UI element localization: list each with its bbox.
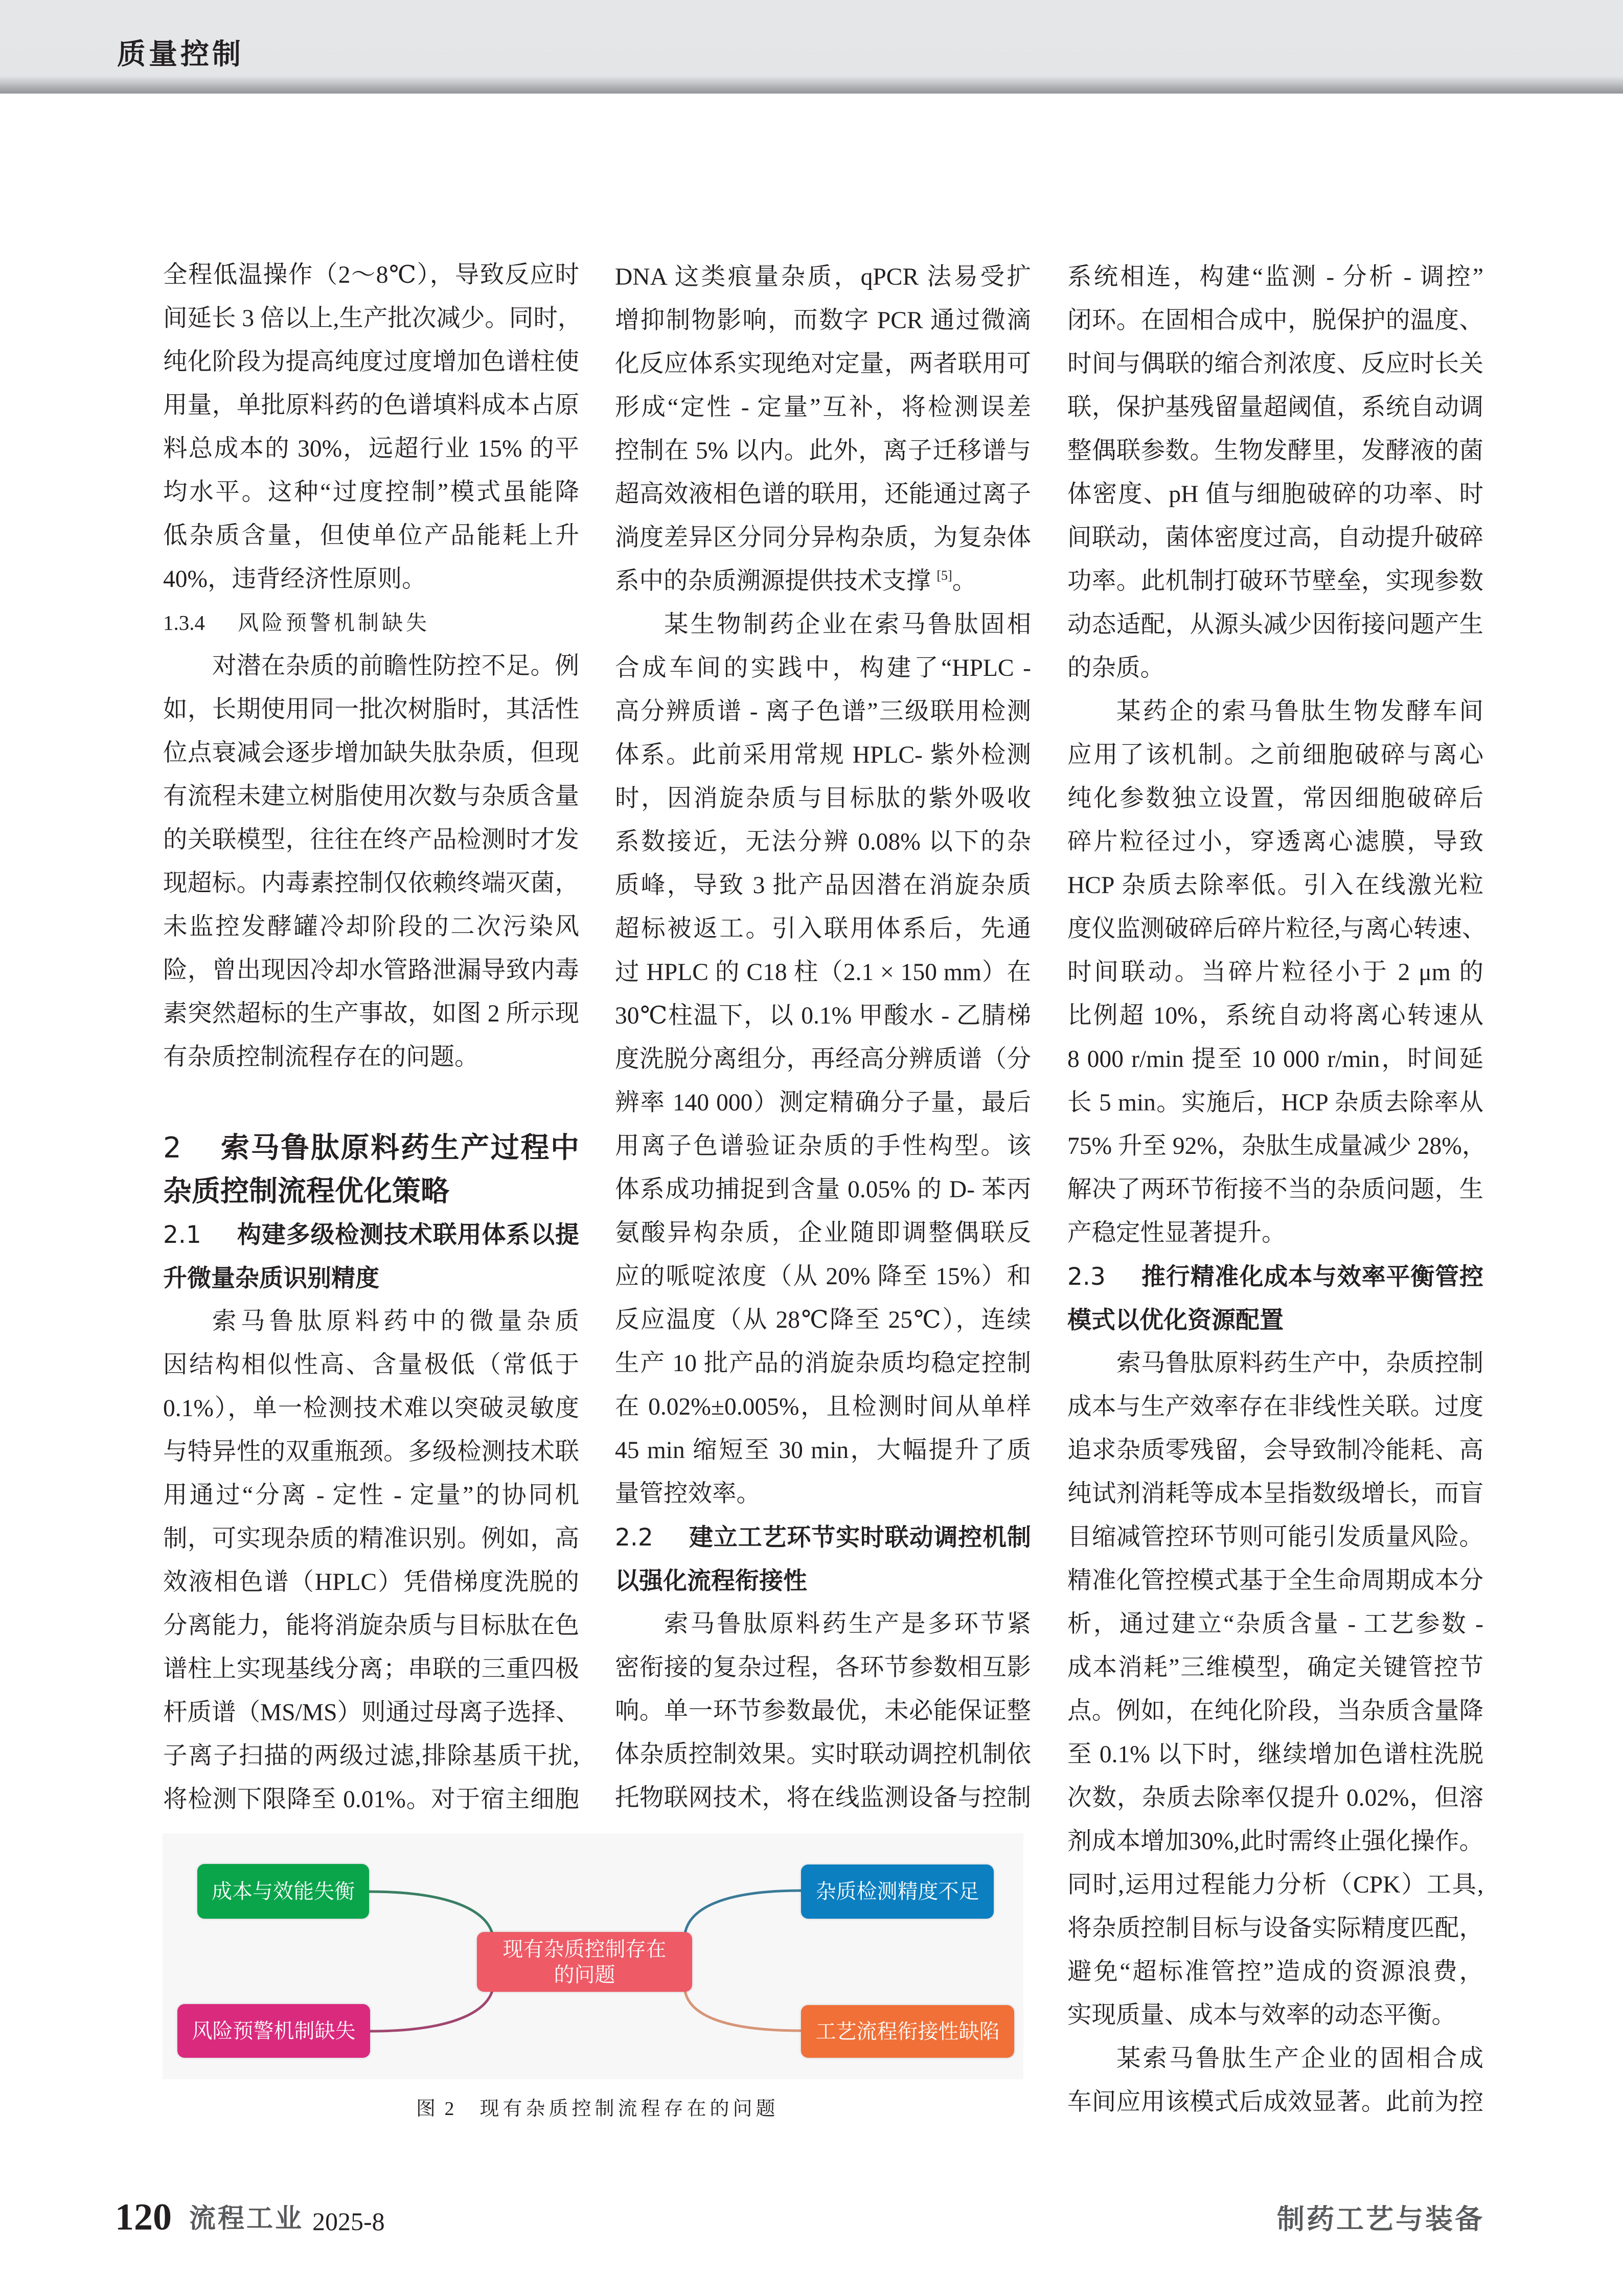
text-line: 超标被返工。引入联用体系后，先通 xyxy=(615,916,1031,942)
text-line: 纯化阶段为提高纯度过度增加色谱柱使 xyxy=(163,349,579,375)
text-line: 索马鲁肽原料药生产是多环节紧 xyxy=(664,1611,1031,1638)
text-line: 某索马鲁肽生产企业的固相合成 xyxy=(1116,2045,1483,2072)
figure-2-mindmap xyxy=(163,1833,1023,2079)
text-line: 同时,运用过程能力分析（CPK）工具, xyxy=(1067,1872,1483,1898)
text-line: 时，因消旋杂质与目标肽的紫外吸收 xyxy=(615,785,1031,812)
text-line: 系统相连，构建“监测 - 分析 - 调控” xyxy=(1067,264,1483,290)
section-title: 质量控制 xyxy=(117,38,244,71)
text-line: 合成车间的实践中，构建了“HPLC - xyxy=(615,655,1031,681)
text-line: 剂成本增加30%,此时需终止强化操作。 xyxy=(1067,1828,1483,1855)
figure-caption-number: 图 2 xyxy=(416,2098,456,2120)
text-line: 的杂质。 xyxy=(1067,655,1164,681)
heading-line xyxy=(615,1559,1031,1603)
text-line: 30℃柱温下，以 0.1% 甲酸水 - 乙腈梯 xyxy=(615,1003,1031,1029)
text-line: 避免“超标准管控”造成的资源浪费， xyxy=(1067,1959,1483,1985)
text-line: 质峰，导致 3 批产品因潜在消旋杂质 xyxy=(615,872,1031,899)
text-line: 低杂质含量，但使单位产品能耗上升 xyxy=(163,522,579,549)
text-line: 体杂质控制效果。实时联动调控机制依 xyxy=(615,1741,1031,1768)
connector-cost-efficiency xyxy=(369,1892,492,1934)
central-node xyxy=(477,1932,692,1992)
paragraph xyxy=(1067,1342,1483,2037)
text-line: 车间应用该模式后成效显著。此前为控 xyxy=(1067,2089,1483,2116)
text-line: 险，曾出现因冷却水管路泄漏导致内毒 xyxy=(163,957,579,984)
central-node-label-line: 现有杂质控制存在 xyxy=(502,1937,667,1961)
text-line: 将检测下限降至 0.01%。对于宿主细胞 xyxy=(163,1786,579,1813)
text-segment: 。 xyxy=(952,568,977,595)
heading-title: 推行精准化成本与效率平衡管控 xyxy=(1141,1263,1483,1291)
journal-issue: 2025-8 xyxy=(312,2207,385,2236)
text-line: 功率。此机制打破环节壁垒，实现参数 xyxy=(1067,568,1483,595)
text-line: 产稳定性显著提升。 xyxy=(1067,1220,1286,1246)
paragraph xyxy=(1067,256,1483,690)
text-line: 系数接近，无法分辨 0.08% 以下的杂 xyxy=(615,829,1031,855)
text-line: 谱柱上实现基线分离；串联的三重四极 xyxy=(163,1656,579,1683)
text-line: 闭环。在固相合成中，脱保护的温度、 xyxy=(1067,307,1483,334)
text-line: 动态适配，从源头减少因衔接问题产生 xyxy=(1067,611,1483,638)
text-line: 0.1%），单一检测技术难以突破灵敏度 xyxy=(163,1395,579,1422)
node-label: 工艺流程衔接性缺陷 xyxy=(815,2019,1000,2043)
figure-caption xyxy=(416,2096,779,2122)
paragraph xyxy=(615,256,1031,603)
connector-detection-precision xyxy=(685,1891,801,1934)
text-line: 时间与偶联的缩合剂浓度、反应时长关 xyxy=(1067,351,1483,377)
text-line: 反应温度（从 28℃降至 25℃），连续 xyxy=(615,1307,1031,1333)
text-line: 实现质量、成本与效率的动态平衡。 xyxy=(1067,2002,1456,2029)
text-line: 析，通过建立“杂质含量 - 工艺参数 - xyxy=(1067,1611,1483,1638)
heading-line xyxy=(615,1516,1031,1559)
section-heading-4 xyxy=(163,601,579,645)
heading-number: 2.3 xyxy=(1067,1263,1106,1291)
text-line: 追求杂质零残留，会导致制冷能耗、高 xyxy=(1067,1437,1483,1464)
heading-title: 风险预警机制缺失 xyxy=(238,611,430,634)
text-line: 高分辨质谱 - 离子色谱”三级联用检测 xyxy=(615,698,1031,725)
text-line: 与特异性的双重瓶颈。多级检测技术联 xyxy=(163,1439,579,1465)
node-detection-precision-insufficient xyxy=(801,1865,994,1919)
text-line: 将杂质控制目标与设备实际精度匹配， xyxy=(1067,1915,1483,1942)
text-line: 托物联网技术，将在线监测设备与控制 xyxy=(615,1785,1031,1811)
text-line: 精准化管控模式基于全生命周期成本分 xyxy=(1067,1567,1483,1594)
text-line: 超高效液相色谱的联用，还能通过离子 xyxy=(615,481,1031,508)
text-line: 用量，单批原料药的色谱填料成本占原 xyxy=(163,392,579,419)
paragraph xyxy=(1067,2037,1483,2124)
text-line: 体系。此前采用常规 HPLC- 紫外检测 xyxy=(615,742,1031,768)
connector-process-linkage xyxy=(685,1991,801,2031)
text-line: 时间联动。当碎片粒径小于 2 μm 的 xyxy=(1067,959,1483,986)
text-segment: 系中的杂质溯源提供技术支撑 xyxy=(615,568,937,595)
text-line: 体密度、pH 值与细胞破碎的功率、时 xyxy=(1067,481,1483,508)
text-line xyxy=(615,560,1031,603)
text-line: 如，长期使用同一批次树脂时，其活性 xyxy=(163,696,579,723)
text-line: 至 0.1% 以下时，继续增加色谱柱洗脱 xyxy=(1067,1741,1483,1768)
text-line: 度仪监测破碎后碎片粒径,与离心转速、 xyxy=(1067,916,1487,942)
heading-number: 2.1 xyxy=(163,1221,201,1249)
text-line: 应用了该机制。之前细胞破碎与离心 xyxy=(1067,742,1483,768)
text-line: 次数，杂质去除率仅提升 0.02%，但溶 xyxy=(1067,1785,1483,1811)
text-line: 成本消耗”三维模型，确定关键管控节 xyxy=(1067,1654,1483,1681)
text-line: 应的哌啶浓度（从 20% 降至 15%）和 xyxy=(615,1263,1031,1290)
text-line: 效液相色谱（HPLC）凭借梯度洗脱的 xyxy=(163,1569,579,1596)
heading-line xyxy=(163,1213,579,1257)
text-line: 整偶联参数。生物发酵里，发酵液的菌 xyxy=(1067,438,1483,464)
text-line: 现超标。内毒素控制仅依赖终端灭菌， xyxy=(163,870,579,897)
heading-title: 构建多级检测技术联用体系以提 xyxy=(237,1221,579,1249)
text-line: 纯试剂消耗等成本呈指数级增长，而盲 xyxy=(1067,1481,1483,1507)
text-line: 长 5 min。实施后，HCP 杂质去除率从 xyxy=(1067,1089,1483,1116)
node-cost-efficiency-imbalance xyxy=(197,1864,369,1919)
figure-caption-title: 现有杂质控制流程存在的问题 xyxy=(479,2098,779,2120)
text-line: 联，保护基残留量超阈值，系统自动调 xyxy=(1067,394,1483,421)
text-line: 碎片粒径过小，穿透离心滤膜，导致 xyxy=(1067,829,1483,855)
text-line: 生产 10 批产品的消旋杂质均稳定控制 xyxy=(615,1350,1031,1377)
heading-line xyxy=(163,1170,579,1213)
text-line: 化反应体系实现绝对定量，两者联用可 xyxy=(615,351,1031,377)
heading-line xyxy=(1067,1299,1483,1342)
paragraph xyxy=(615,603,1031,1516)
paragraph xyxy=(163,1300,579,1822)
text-line: 未监控发酵罐冷却阶段的二次污染风 xyxy=(163,914,579,940)
text-line: 索马鲁肽原料药生产中，杂质控制 xyxy=(1116,1350,1483,1377)
heading-title: 建立工艺环节实时联动调控机制 xyxy=(689,1524,1031,1552)
text-line: 度洗脱分离组分，再经高分辨质谱（分 xyxy=(615,1046,1031,1073)
citation-reference: [5] xyxy=(936,568,952,583)
text-line: 有流程未建立树脂使用次数与杂质含量 xyxy=(163,783,579,810)
paragraph xyxy=(615,1603,1031,1820)
heading-title: 索马鲁肽原料药生产过程中 xyxy=(221,1131,579,1165)
heading-line xyxy=(163,601,579,645)
node-label: 成本与效能失衡 xyxy=(212,1879,355,1903)
text-line: 过 HPLC 的 C18 柱（2.1 × 150 mm）在 xyxy=(615,959,1031,986)
node-label: 杂质检测精度不足 xyxy=(815,1880,979,1903)
page-number: 120 xyxy=(115,2196,172,2238)
text-line: 辨率 140 000）测定精确分子量，最后 xyxy=(615,1089,1031,1116)
text-line: 某生物制药企业在索马鲁肽固相 xyxy=(664,611,1031,638)
heading-title: 升微量杂质识别精度 xyxy=(163,1264,379,1292)
paragraph xyxy=(1067,690,1487,1255)
text-line: 均水平。这种“过度控制”模式虽能降 xyxy=(163,479,579,506)
text-line: 45 min 缩短至 30 min，大幅提升了质 xyxy=(615,1437,1031,1464)
text-line: 全程低温操作（2～8℃），导致反应时 xyxy=(163,262,579,288)
text-line: 间联动，菌体密度过高，自动提升破碎 xyxy=(1067,525,1483,551)
text-line: 对潜在杂质的前瞻性防控不足。例 xyxy=(212,653,579,679)
text-line: 某药企的索马鲁肽生物发酵车间 xyxy=(1116,698,1483,725)
text-line: 密衔接的复杂过程，各环节参数相互影 xyxy=(615,1654,1031,1681)
text-line: DNA 这类痕量杂质，qPCR 法易受扩 xyxy=(615,264,1031,290)
heading-title: 杂质控制流程优化策略 xyxy=(163,1175,449,1208)
section-heading-3 xyxy=(615,1516,1031,1603)
text-line: 40%，违背经济性原则。 xyxy=(163,566,426,593)
node-risk-warning-missing xyxy=(177,2004,370,2058)
text-column-2 xyxy=(615,256,1031,1820)
heading-title: 以强化流程衔接性 xyxy=(615,1567,807,1595)
text-line: 氨酸异构杂质，企业随即调整偶联反 xyxy=(615,1220,1031,1246)
text-line: 成本与生产效率存在非线性关联。过度 xyxy=(1067,1394,1483,1420)
text-line: 体系成功捕捉到含量 0.05% 的 D- 苯丙 xyxy=(615,1176,1031,1203)
text-line: 用通过“分离 - 定性 - 定量”的协同机 xyxy=(163,1482,579,1509)
text-line: 控制在 5% 以内。此外，离子迁移谱与 xyxy=(615,438,1031,464)
node-label: 风险预警机制缺失 xyxy=(192,2019,356,2042)
text-line: 解决了两环节衔接不当的杂质问题，生 xyxy=(1067,1176,1483,1203)
text-line: 的关联模型，往往在终产品检测时才发 xyxy=(163,827,579,853)
heading-line xyxy=(163,1126,579,1170)
text-line: 素突然超标的生产事故，如图 2 所示现 xyxy=(163,1001,579,1027)
text-line: 目缩减管控环节则可能引发质量风险。 xyxy=(1067,1524,1483,1551)
heading-number: 2 xyxy=(163,1131,181,1165)
text-line: 制，可实现杂质的精准识别。例如，高 xyxy=(163,1526,579,1552)
text-line: 子离子扫描的两级过滤,排除基质干扰, xyxy=(163,1743,579,1769)
text-line: 点。例如，在纯化阶段，当杂质含量降 xyxy=(1067,1698,1483,1724)
central-node-label-line: 的问题 xyxy=(554,1963,615,1986)
text-line: 量管控效率。 xyxy=(615,1481,761,1507)
text-line: 因结构相似性高、含量极低（常低于 xyxy=(163,1352,579,1378)
section-heading-2 xyxy=(163,1126,579,1213)
heading-title: 模式以优化资源配置 xyxy=(1067,1306,1284,1334)
text-line: 间延长 3 倍以上,生产批次减少。同时， xyxy=(163,305,582,332)
paragraph xyxy=(163,645,579,1079)
text-line: 位点衰减会逐步增加缺失肽杂质，但现 xyxy=(163,740,579,766)
text-line: 75% 升至 92%，杂肽生成量减少 28%， xyxy=(1067,1133,1487,1160)
text-line: 形成“定性 - 定量”互补，将检测误差 xyxy=(615,394,1031,421)
text-line: 分离能力，能将消旋杂质与目标肽在色 xyxy=(163,1612,579,1639)
text-line: 增抑制物影响，而数字 PCR 通过微滴 xyxy=(615,307,1031,334)
text-column-1 xyxy=(163,254,582,1822)
text-line: 索马鲁肽原料药中的微量杂质 xyxy=(212,1308,579,1335)
text-line: 用离子色谱验证杂质的手性构型。该 xyxy=(615,1133,1031,1160)
section-heading-3 xyxy=(163,1213,579,1300)
heading-line xyxy=(1067,1255,1483,1299)
connector-risk-warning xyxy=(370,1991,492,2031)
footer-section-name: 制药工艺与装备 xyxy=(1277,2203,1484,2235)
text-line: 比例超 10%，系统自动将离心转速从 xyxy=(1067,1003,1483,1029)
text-line: HCP 杂质去除率低。引入在线激光粒 xyxy=(1067,872,1483,899)
text-line: 料总成本的 30%，远超行业 15% 的平 xyxy=(163,436,579,462)
heading-number: 2.2 xyxy=(615,1524,653,1552)
section-heading-3 xyxy=(1067,1255,1483,1342)
text-line: 纯化参数独立设置，常因细胞破碎后 xyxy=(1067,785,1483,812)
text-column-3 xyxy=(1067,256,1487,2124)
text-line: 在 0.02%±0.005%，且检测时间从单样 xyxy=(615,1394,1031,1420)
heading-line xyxy=(163,1257,579,1300)
heading-number: 1.3.4 xyxy=(163,611,205,634)
text-line: 淌度差异区分同分异构杂质，为复杂体 xyxy=(615,525,1031,551)
node-process-linkage-defect xyxy=(801,2005,1014,2058)
journal-name: 流程工业 xyxy=(189,2203,304,2234)
text-line: 杆质谱（MS/MS）则通过母离子选择、 xyxy=(163,1699,580,1726)
text-line: 8 000 r/min 提至 10 000 r/min，时间延 xyxy=(1067,1046,1483,1073)
text-line: 有杂质控制流程存在的问题。 xyxy=(163,1044,479,1071)
text-line: 响。单一环节参数最优，未必能保证整 xyxy=(615,1698,1031,1724)
paragraph xyxy=(163,254,582,601)
